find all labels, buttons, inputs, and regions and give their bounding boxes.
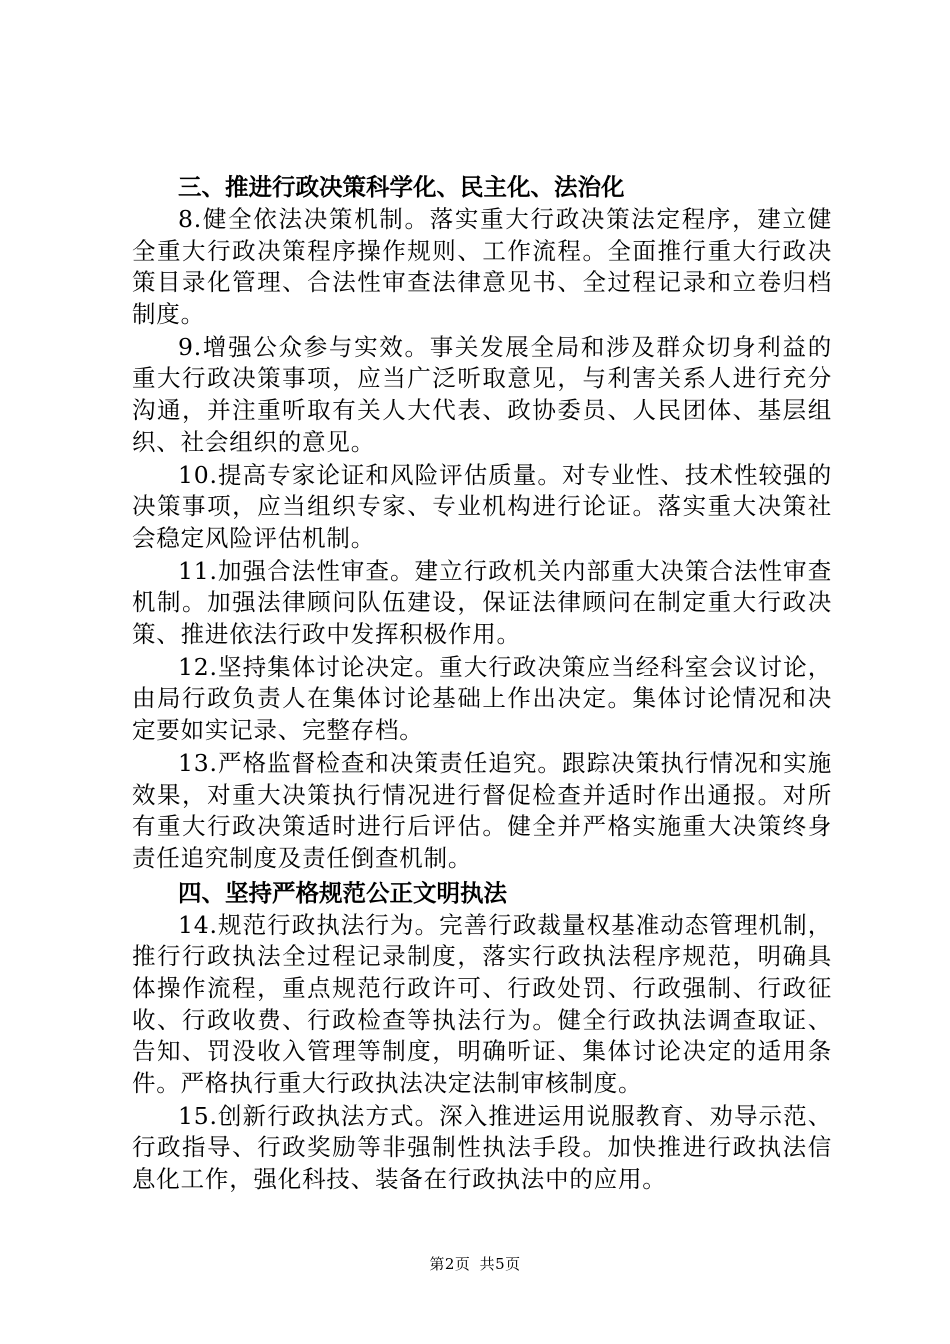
paragraph-11: 11.加强合法性审查。建立行政机关内部重大决策合法性审查机制。加强法律顾问队伍建设，保证法律顾问在制定重大行政决策、推进依法行政中发挥积极作用。 (132, 556, 832, 648)
paragraph-13: 13.严格监督检查和决策责任追究。跟踪决策执行情况和实施效果，对重大决策执行情况进行督促检查并适时作出通报。对所有重大行政决策适时进行后评估。健全并严格实施重大决策终身责任追究制度及责任倒查机制。 (132, 749, 832, 872)
page-footer (0, 1254, 950, 1274)
paragraph-15: 15.创新行政执法方式。深入推进运用说服教育、劝导示范、行政指导、行政奖励等非强制性执法手段。加快推进行政执法信息化工作，强化科技、装备在行政执法中的应用。 (132, 1101, 832, 1193)
paragraph-10: 10.提高专家论证和风险评估质量。对专业性、技术性较强的决策事项，应当组织专家、专业机构进行论证。落实重大决策社会稳定风险评估机制。 (132, 460, 832, 552)
paragraph-9: 9.增强公众参与实效。事关发展全局和涉及群众切身利益的重大行政决策事项，应当广泛听取意见，与利害关系人进行充分沟通，并注重听取有关人大代表、政协委员、人民团体、基层组织、社会组织的意见。 (132, 332, 832, 456)
section-heading-3: 三、推进行政决策科学化、民主化、法治化 (178, 173, 625, 201)
section-heading-4: 四、坚持严格规范公正文明执法 (178, 878, 507, 907)
paragraph-14: 14.规范行政执法行为。完善行政裁量权基准动态管理机制，推行行政执法全过程记录制度，落实行政执法程序规范，明确具体操作流程，重点规范行政许可、行政处罚、行政强制、行政征收、行政收费、行政检查等执法行为。健全行政执法调查取证、告知、罚没收入管理等制度，明确听证、集体讨论决定的适用条件。严格执行重大行政执法决定法制审核制度。 (132, 910, 832, 1097)
page-number: 第2页 (429, 1255, 471, 1273)
paragraph-12: 12.坚持集体讨论决定。重大行政决策应当经科室会议讨论，由局行政负责人在集体讨论基础上作出决定。集体讨论情况和决定要如实记录、完整存档。 (132, 652, 832, 745)
document-body (132, 170, 832, 1197)
page-total: 共5页 (479, 1255, 521, 1273)
paragraph-8: 8.健全依法决策机制。落实重大行政决策法定程序，建立健全重大行政决策程序操作规则、工作流程。全面推行重大行政决策目录化管理、合法性审查法律意见书、全过程记录和立卷归档制度。 (132, 205, 832, 328)
